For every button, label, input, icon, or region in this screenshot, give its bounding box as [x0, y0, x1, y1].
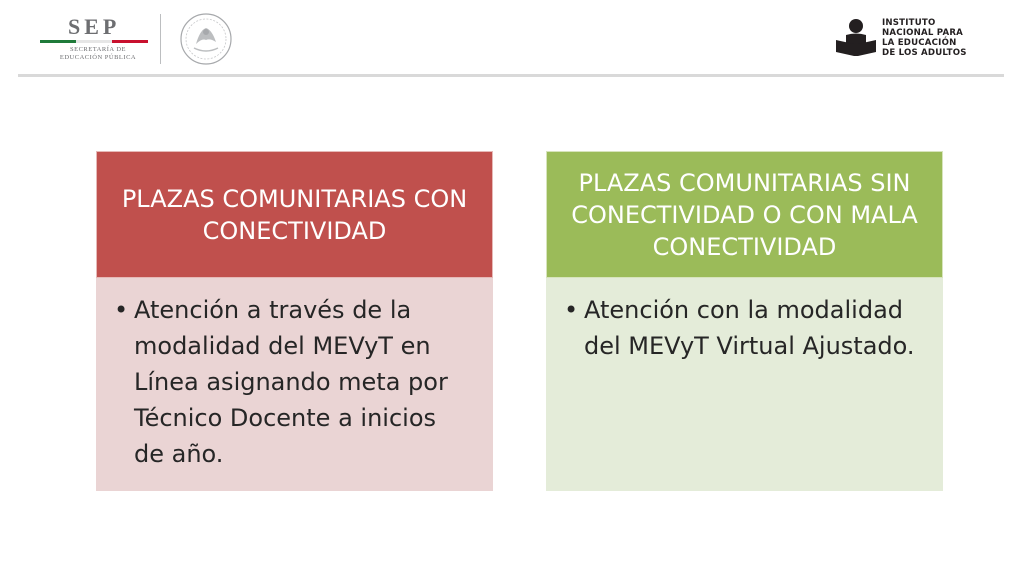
card-body [96, 278, 493, 491]
sep-subtitle-line2: EDUCACIÓN PÚBLICA [59, 54, 137, 61]
sep-logo-text: SEP [68, 14, 121, 39]
inea-logo-text [882, 18, 1002, 58]
card-body [546, 278, 943, 491]
bullet-item [114, 292, 473, 472]
card-with-connectivity [96, 151, 493, 491]
inea-line1: INSTITUTO [882, 18, 936, 28]
inea-line4: DE LOS ADULTOS [882, 48, 967, 58]
bullet-marker: • [564, 296, 579, 324]
inea-line2: NACIONAL PARA [882, 28, 963, 38]
sep-flag-stripe [40, 40, 148, 43]
inea-logo-icon [834, 18, 878, 58]
header-rule [18, 74, 1004, 77]
bullet-text: Atención con la modalidad del MEVyT Virtual Ajustado. [584, 296, 915, 360]
bullet-marker: • [114, 296, 129, 324]
card-without-connectivity [546, 151, 943, 491]
sep-subtitle-line1: SECRETARÍA DE [70, 46, 126, 53]
logo-divider [160, 14, 161, 64]
card-title: PLAZAS COMUNITARIAS SIN CONECTIVIDAD O CON MALA CONECTIVIDAD [546, 151, 943, 278]
slide-header [0, 0, 1024, 80]
national-seal-icon [176, 12, 236, 66]
card-title: PLAZAS COMUNITARIAS CON CONECTIVIDAD [96, 151, 493, 278]
bullet-text: Atención a través de la modalidad del MEVyT en Línea asignando meta por Técnico Docente a inicios de año. [134, 296, 448, 468]
bullet-item [564, 292, 923, 364]
inea-line3: LA EDUCACIÓN [882, 38, 957, 48]
